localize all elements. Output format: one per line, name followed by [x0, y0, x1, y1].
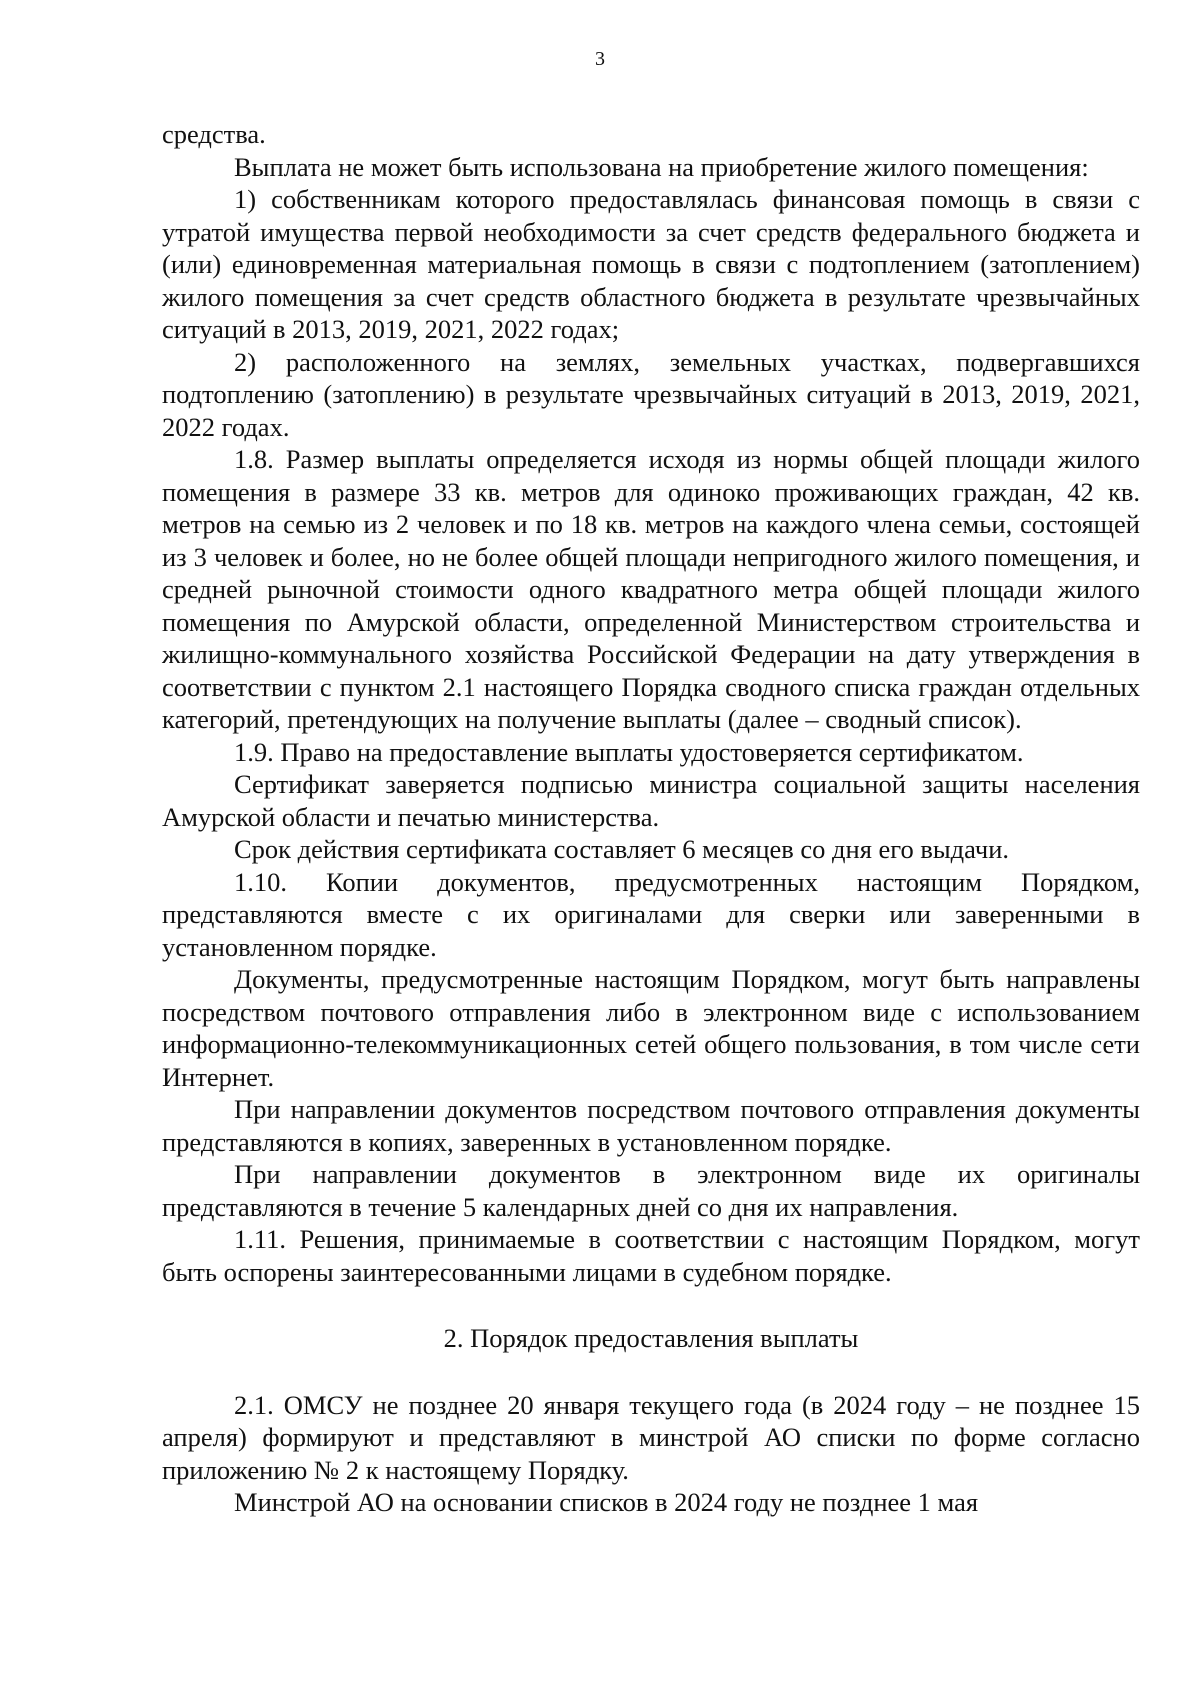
clause-1-11: 1.11. Решения, принимаемые в соответствии с настоящим Порядком, могут быть оспорены заинтересованными лицами в судебном порядке. — [162, 1224, 1140, 1287]
paragraph: Срок действия сертификата составляет 6 месяцев со дня его выдачи. — [234, 834, 1009, 864]
list-item: 2) расположенного на землях, земельных участках, подвергавшихся подтоплению (затоплению) в результате чрезвычайных ситуаций в 2013, 2019, 2021, 2022 годах. — [162, 346, 1140, 442]
paragraph: При направлении документов посредством почтового отправления документы представляются в копиях, заверенных в установленном порядке. — [162, 1094, 1140, 1157]
clause-1-10: 1.10. Копии документов, предусмотренных настоящим Порядком, представляются вместе с их оригиналами для сверки или заверенными в установленном порядке. — [162, 866, 1140, 962]
list-item: 1) собственникам которого предоставлялась финансовая помощь в связи с утратой имущества первой необходимости за счет средств федерального бюджета и (или) единовременная материальная помощь в связи с подтоплением (затоплением) жилого помещения за счет средств областного бюджета в результате чрезвычайных ситуаций в 2013, 2019, 2021, 2022 годах; — [162, 184, 1140, 344]
paragraph: Сертификат заверяется подписью министра социальной защиты населения Амурской области и печатью министерства. — [162, 769, 1140, 832]
clause-1-8: 1.8. Размер выплаты определяется исходя из нормы общей площади жилого помещения в размере 33 кв. метров для одиноко проживающих граждан, 42 кв. метров на семью из 2 человек и по 18 кв. метров на каждого члена семьи, состоящей из 3 человек и более, но не более общей площади непригодного жилого помещения, и средней рыночной стоимости одного квадратного метра общей площади жилого помещения по Амурской области, определенной Министерством строительства и жилищно-коммунального хозяйства Российской Федерации на дату утверждения в соответствии с пунктом 2.1 настоящего Порядка сводного списка граждан отдельных категорий, претендующих на получение выплаты (далее – сводный список). — [162, 444, 1140, 734]
paragraph: Выплата не может быть использована на приобретение жилого помещения: — [234, 151, 1089, 182]
paragraph: При направлении документов в электронном виде их оригиналы представляются в течение 5 календарных дней со дня их направления. — [162, 1159, 1140, 1222]
clause-2-1: 2.1. ОМСУ не позднее 20 января текущего года (в 2024 году – не позднее 15 апреля) формируют и представляют в минстрой АО списки по форме согласно приложению № 2 к настоящему Порядку. — [162, 1389, 1140, 1485]
document-body — [162, 118, 1140, 1519]
paragraph: Минстрой АО на основании списков в 2024 году не позднее 1 мая — [234, 1487, 979, 1517]
paragraph: Документы, предусмотренные настоящим Порядком, могут быть направлены посредством почтового отправления либо в электронном виде с использованием информационно-телекоммуникационных сетей общего пользования, в том числе сети Интернет. — [162, 964, 1140, 1092]
clause-1-9: 1.9. Право на предоставление выплаты удостоверяется сертификатом. — [234, 736, 1024, 767]
section-heading: 2. Порядок предоставления выплаты — [443, 1323, 859, 1353]
paragraph: средства. — [162, 119, 266, 149]
page-number: 3 — [595, 48, 605, 70]
